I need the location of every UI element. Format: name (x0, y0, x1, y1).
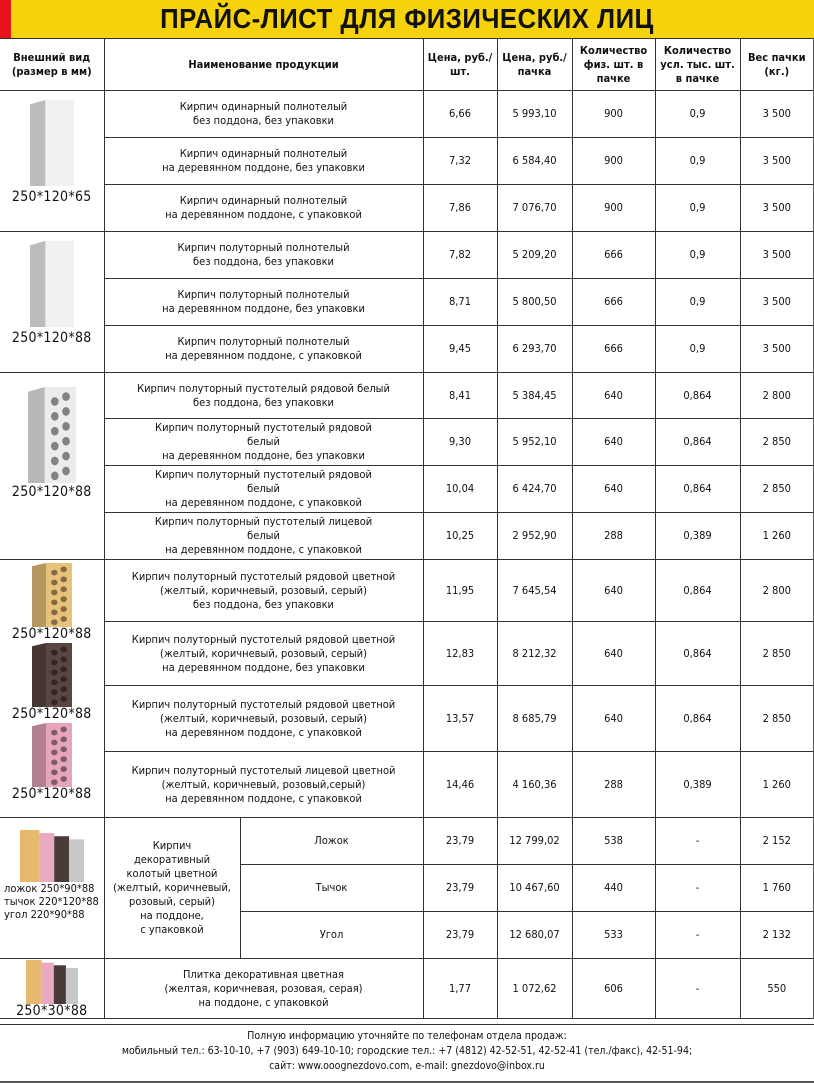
hollow-brick-icon (32, 563, 72, 627)
price-unit-cell: 11,95 (423, 560, 497, 622)
weight-cell: 1 260 (740, 752, 814, 818)
table-row (0, 513, 814, 560)
col-header-price-unit: Цена, руб./шт. (423, 39, 497, 91)
price-unit-cell: 7,86 (423, 185, 497, 232)
product-name-cell: Кирпич полуторный полнотелый на деревянном поддоне, с упаковкой (104, 326, 423, 373)
col-header-name: Наименование продукции (104, 39, 423, 91)
table-row (0, 138, 814, 185)
decorative-bricks-icon (20, 830, 84, 882)
product-name-cell: Плитка декоративная цветная (желтая, коричневая, розовая, серая) на поддоне, с упаковкой (104, 959, 423, 1019)
price-pack-cell: 4 160,36 (497, 752, 572, 818)
qty-phys-cell: 640 (572, 466, 655, 513)
price-unit-cell: 23,79 (423, 865, 497, 912)
qty-phys-cell: 900 (572, 91, 655, 138)
qty-cond-cell: 0,9 (655, 279, 740, 326)
website-link[interactable]: www.ooognezdovo.com (297, 1060, 410, 1072)
contact-footer (0, 1024, 814, 1083)
qty-cond-cell: 0,864 (655, 686, 740, 752)
table-row (0, 959, 814, 1019)
weight-cell: 3 500 (740, 232, 814, 279)
price-pack-cell: 10 467,60 (497, 865, 572, 912)
page-title: ПРАЙС-ЛИСТ ДЛЯ ФИЗИЧЕСКИХ ЛИЦ (160, 3, 654, 34)
price-table (0, 38, 814, 1019)
product-look-cell (0, 560, 104, 818)
col-header-qty-cond: Количество усл. тыс. шт. в пачке (655, 39, 740, 91)
col-header-look: Внешний вид (размер в мм) (0, 39, 104, 91)
size-label: 250*120*65 (11, 189, 92, 205)
qty-cond-cell: - (655, 912, 740, 959)
price-unit-cell: 23,79 (423, 912, 497, 959)
size-label: угол 220*90*88 (4, 907, 85, 921)
qty-phys-cell: 288 (572, 752, 655, 818)
qty-cond-cell: 0,389 (655, 513, 740, 560)
weight-cell: 2 850 (740, 419, 814, 466)
price-unit-cell: 23,79 (423, 818, 497, 865)
product-name-cell: Кирпич полуторный пустотелый рядовой цветной (желтый, коричневый, розовый, серый) на деревянном поддоне, с упаковкой (104, 686, 423, 752)
hollow-brick-icon (28, 387, 76, 483)
footer-intro: Полную информацию уточняйте по телефонам отдела продаж: (247, 1030, 567, 1042)
variant-cell: Угол (240, 912, 423, 959)
col-header-price-pack: Цена, руб./пачка (497, 39, 572, 91)
qty-phys-cell: 640 (572, 419, 655, 466)
price-pack-cell: 7 645,54 (497, 560, 572, 622)
price-pack-cell: 6 584,40 (497, 138, 572, 185)
price-pack-cell: 5 384,45 (497, 373, 572, 419)
weight-cell: 3 500 (740, 91, 814, 138)
price-unit-cell: 1,77 (423, 959, 497, 1019)
col-header-weight: Вес пачки (кг.) (740, 39, 814, 91)
qty-cond-cell: 0,9 (655, 185, 740, 232)
size-label: 250*120*88 (11, 625, 92, 642)
qty-phys-cell: 640 (572, 560, 655, 622)
price-pack-cell: 1 072,62 (497, 959, 572, 1019)
qty-cond-cell: 0,864 (655, 466, 740, 513)
variant-cell: Ложок (240, 818, 423, 865)
qty-phys-cell: 900 (572, 138, 655, 185)
qty-cond-cell: 0,864 (655, 560, 740, 622)
price-pack-cell: 7 076,70 (497, 185, 572, 232)
qty-phys-cell: 640 (572, 373, 655, 419)
table-row (0, 279, 814, 326)
qty-phys-cell: 288 (572, 513, 655, 560)
product-name-cell: Кирпич полуторный полнотелый без поддона, без упаковки (104, 232, 423, 279)
table-row (0, 326, 814, 373)
price-pack-cell: 5 800,50 (497, 279, 572, 326)
price-pack-cell: 12 799,02 (497, 818, 572, 865)
weight-cell: 1 260 (740, 513, 814, 560)
table-row (0, 373, 814, 419)
price-pack-cell: 8 685,79 (497, 686, 572, 752)
table-row (0, 419, 814, 466)
product-name-cell: Кирпич одинарный полнотелый на деревянном поддоне, с упаковкой (104, 185, 423, 232)
size-label: 250*30*88 (16, 1002, 88, 1019)
price-unit-cell: 14,46 (423, 752, 497, 818)
table-row (0, 686, 814, 752)
product-name-cell: Кирпич одинарный полнотелый на деревянном поддоне, без упаковки (104, 138, 423, 185)
qty-cond-cell: - (655, 865, 740, 912)
product-name-cell: Кирпич полуторный пустотелый рядовой белый без поддона, без упаковки (104, 373, 423, 419)
size-label: 250*120*88 (11, 785, 92, 802)
product-name-cell: Кирпич полуторный пустотелый рядовой цветной (желтый, коричневый, розовый, серый) на деревянном поддоне, без упаковки (104, 622, 423, 686)
price-unit-cell: 9,30 (423, 419, 497, 466)
price-unit-cell: 8,71 (423, 279, 497, 326)
price-unit-cell: 12,83 (423, 622, 497, 686)
price-unit-cell: 13,57 (423, 686, 497, 752)
product-name-cell: Кирпич полуторный пустотелый рядовой цветной (желтый, коричневый, розовый, серый) без поддона, без упаковки (104, 560, 423, 622)
table-row (0, 752, 814, 818)
product-name-cell: Кирпич полуторный пустотелый рядовой белый на деревянном поддоне, без упаковки (104, 419, 423, 466)
weight-cell: 2 800 (740, 373, 814, 419)
qty-cond-cell: 0,864 (655, 622, 740, 686)
table-row (0, 232, 814, 279)
weight-cell: 3 500 (740, 326, 814, 373)
qty-phys-cell: 666 (572, 279, 655, 326)
qty-phys-cell: 538 (572, 818, 655, 865)
weight-cell: 3 500 (740, 138, 814, 185)
variant-cell: Тычок (240, 865, 423, 912)
product-look-cell (0, 818, 104, 959)
footer-contacts (0, 1059, 814, 1074)
product-name-cell: Кирпич полуторный пустотелый лицевой цветной (желтый, коричневый, розовый,серый) на деревянном поддоне, с упаковкой (104, 752, 423, 818)
title-banner (0, 0, 814, 38)
qty-phys-cell: 640 (572, 686, 655, 752)
qty-cond-cell: - (655, 959, 740, 1019)
email-link[interactable]: gnezdovo@inbox.ru (451, 1060, 545, 1072)
price-unit-cell: 6,66 (423, 91, 497, 138)
qty-phys-cell: 533 (572, 912, 655, 959)
table-row (0, 91, 814, 138)
footer-email-label: , e-mail: (409, 1060, 452, 1072)
price-unit-cell: 7,32 (423, 138, 497, 185)
price-pack-cell: 6 424,70 (497, 466, 572, 513)
qty-cond-cell: - (655, 818, 740, 865)
qty-phys-cell: 606 (572, 959, 655, 1019)
product-look-cell (0, 373, 104, 560)
qty-cond-cell: 0,9 (655, 138, 740, 185)
table-row (0, 560, 814, 622)
weight-cell: 2 152 (740, 818, 814, 865)
weight-cell: 2 800 (740, 560, 814, 622)
col-header-qty-phys: Количество физ. шт. в пачке (572, 39, 655, 91)
size-label: 250*120*88 (11, 705, 92, 722)
price-unit-cell: 9,45 (423, 326, 497, 373)
footer-phones: мобильный тел.: 63-10-10, +7 (903) 649-10-10; городские тел.: +7 (4812) 42-52-51, 42-52-41 (тел./факс), 42-51-94; (121, 1045, 693, 1057)
price-pack-cell: 12 680,07 (497, 912, 572, 959)
product-name-cell: Кирпич одинарный полнотелый без поддона, без упаковки (104, 91, 423, 138)
hollow-brick-icon (32, 723, 72, 787)
price-unit-cell: 8,41 (423, 373, 497, 419)
product-name-cell: Кирпич полуторный полнотелый на деревянном поддоне, без упаковки (104, 279, 423, 326)
weight-cell: 550 (740, 959, 814, 1019)
price-pack-cell: 8 212,32 (497, 622, 572, 686)
header-row (0, 39, 814, 91)
size-label: ложок 250*90*88 (4, 881, 95, 895)
qty-cond-cell: 0,389 (655, 752, 740, 818)
qty-phys-cell: 440 (572, 865, 655, 912)
weight-cell: 3 500 (740, 185, 814, 232)
product-look-cell (0, 91, 104, 232)
footer-site-label: сайт: (269, 1060, 298, 1072)
product-name-cell: Кирпич полуторный пустотелый рядовой белый на деревянном поддоне, с упаковкой (104, 466, 423, 513)
weight-cell: 2 850 (740, 686, 814, 752)
weight-cell: 2 850 (740, 466, 814, 513)
qty-cond-cell: 0,864 (655, 419, 740, 466)
product-look-cell (0, 232, 104, 373)
price-pack-cell: 5 952,10 (497, 419, 572, 466)
weight-cell: 2 850 (740, 622, 814, 686)
table-row (0, 466, 814, 513)
size-label: 250*120*88 (11, 484, 92, 500)
weight-cell: 2 132 (740, 912, 814, 959)
table-row (0, 622, 814, 686)
qty-cond-cell: 0,9 (655, 232, 740, 279)
qty-cond-cell: 0,9 (655, 91, 740, 138)
solid-brick-icon (30, 241, 74, 327)
size-label: 250*120*88 (11, 330, 92, 346)
weight-cell: 3 500 (740, 279, 814, 326)
price-unit-cell: 10,25 (423, 513, 497, 560)
product-name-cell: Кирпич полуторный пустотелый лицевой белый на деревянном поддоне, с упаковкой (104, 513, 423, 560)
price-pack-cell: 5 209,20 (497, 232, 572, 279)
price-pack-cell: 5 993,10 (497, 91, 572, 138)
decorative-bricks-icon (26, 960, 78, 1004)
qty-phys-cell: 640 (572, 622, 655, 686)
product-look-cell (0, 959, 104, 1019)
size-label: тычок 220*120*88 (4, 894, 99, 908)
price-pack-cell: 6 293,70 (497, 326, 572, 373)
price-unit-cell: 10,04 (423, 466, 497, 513)
table-row (0, 185, 814, 232)
qty-cond-cell: 0,864 (655, 373, 740, 419)
qty-phys-cell: 666 (572, 326, 655, 373)
price-pack-cell: 2 952,90 (497, 513, 572, 560)
weight-cell: 1 760 (740, 865, 814, 912)
qty-cond-cell: 0,9 (655, 326, 740, 373)
hollow-brick-icon (32, 643, 72, 707)
qty-phys-cell: 666 (572, 232, 655, 279)
qty-phys-cell: 900 (572, 185, 655, 232)
price-unit-cell: 7,82 (423, 232, 497, 279)
product-name-cell: Кирпич декоративный колотый цветной (желтый, коричневый, розовый, серый) на поддоне, с упаковкой (104, 818, 240, 959)
red-accent-bar (0, 0, 11, 38)
solid-brick-icon (30, 100, 74, 186)
table-row (0, 818, 814, 865)
